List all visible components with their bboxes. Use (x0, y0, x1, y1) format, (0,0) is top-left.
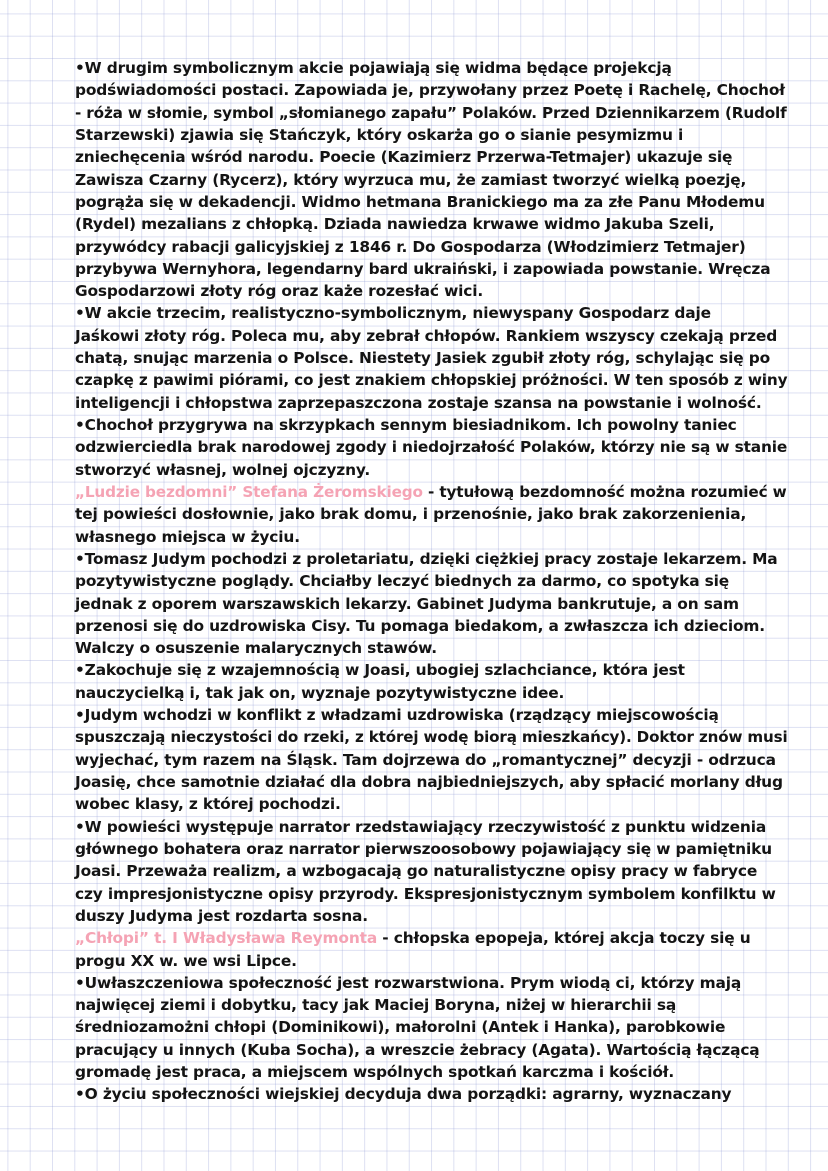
text-line: stworzyć własnej, wolnej ojczyzny. (75, 460, 371, 479)
text-line: czapkę z pawimi piórami, co jest znakiem chłopskiej próżności. W ten sposób z winy (75, 371, 788, 390)
text-line: •Zakochuje się z wzajemnością w Joasi, ubogiej szlachciance, która jest (75, 661, 685, 680)
text-line: zniechęcenia wśród narodu. Poecie (Kazimierz Przerwa-Tetmajer) ukazuje się (75, 148, 733, 167)
text-line: średniozamożni chłopi (Dominikowi), małorolni (Antek i Hanka), parobkowie (75, 1018, 726, 1037)
heading-line (75, 927, 787, 949)
text-line: pogrąża się w dekadencji. Widmo hetmana Branickiego ma za złe Panu Młodemu (75, 192, 765, 211)
text-line: wobec klasy, z której pochodzi. (75, 795, 341, 814)
text-line: chatą, snując marzenia o Polsce. Niestety Jasiek zgubił złoty róg, schylając się po (75, 349, 771, 368)
book-title-heading: „Ludzie bezdomni” Stefana Żeromskiego (75, 482, 423, 501)
text-line: gromadę jest praca, a miejscem wspólnych spotkań karczma i kościół. (75, 1063, 675, 1082)
text-line: przybywa Wernyhora, legendarny bard ukraiński, i zapowiada powstanie. Wręcza (75, 259, 771, 278)
text-line: spuszczają nieczystości do rzeki, z której wodę biorą mieszkańcy). Doktor znów musi (75, 728, 788, 747)
text-line: najwięcej ziemi i dobytku, tacy jak Maciej Boryna, niżej w hierarchii są (75, 996, 677, 1015)
text-line: podświadomości postaci. Zapowiada je, przywołany przez Poetę i Rachelę, Chochoł (75, 81, 785, 100)
text-line: •Uwłaszczeniowa społeczność jest rozwarstwiona. Prym wiodą ci, którzy mają (75, 973, 742, 992)
text-line: inteligencji i chłopstwa zaprzepaszczona zostaje szansa na powstanie i wolność. (75, 393, 762, 412)
text-line: pozytywistyczne poglądy. Chciałby leczyć biednych za darmo, co spotyka się (75, 572, 730, 591)
text-line: •W akcie trzecim, realistyczno-symbolicznym, niewyspany Gospodarz daje (75, 304, 711, 323)
text-line: (Rydel) mezalians z chłopką. Dziada nawiedza krwawe widmo Jakuba Szeli, (75, 215, 715, 234)
text-line: odzwierciedla brak narodowej zgody i niedojrzałość Polaków, którzy nie są w stanie (75, 438, 788, 457)
text-line: •Tomasz Judym pochodzi z proletariatu, dzięki ciężkiej pracy zostaje lekarzem. Ma (75, 549, 778, 568)
text-line: głównego bohatera oraz narrator pierwszoosobowy pojawiający się w pamiętniku (75, 839, 772, 858)
text-line: Walczy o osuszenie malarycznych stawów. (75, 639, 437, 658)
text-line: własnego miejsca w życiu. (75, 527, 300, 546)
text-line: tej powieści dosłownie, jako brak domu, i przenośnie, jako brak zakorzenienia, (75, 505, 747, 524)
text-line: •W powieści występuje narrator rzedstawiający rzeczywistość z punktu widzenia (75, 817, 767, 836)
text-line: Joasi. Przeważa realizm, a wzbogacają go naturalistyczne opisy pracy w fabryce (75, 862, 758, 881)
text-line: przywódcy rabacji galicyjskiej z 1846 r. Do Gospodarza (Włodzimierz Tetmajer) (75, 237, 746, 256)
text-line: Gospodarzowi złoty róg oraz każe rozesłać wici. (75, 282, 484, 301)
heading-rest: - chłopska epopeja, której akcja toczy się u (377, 929, 751, 948)
text-line: progu XX w. we wsi Lipce. (75, 951, 297, 970)
text-line: Zawisza Czarny (Rycerz), który wyrzuca mu, że zamiast tworzyć wielką poezję, (75, 170, 747, 189)
text-line: •Judym wchodzi w konflikt z władzami uzdrowiska (rządzący miejscowością (75, 706, 719, 725)
text-line: pracujący u innych (Kuba Socha), a wreszcie żebracy (Agata). Wartością łączącą (75, 1040, 760, 1059)
text-line: Starzewski) zjawia się Stańczyk, który oskarża go o sianie pesymizmu i (75, 125, 684, 144)
text-line: przenosi się do uzdrowiska Cisy. Tu pomaga biedakom, a zwłaszcza ich dzieciom. (75, 616, 765, 635)
text-line: •O życiu społeczności wiejskiej decyduja dwa porządki: agrarny, wyznaczany (75, 1085, 732, 1104)
text-line: nauczycielką i, tak jak on, wyznaje pozytywistyczne idee. (75, 683, 565, 702)
text-line: - róża w słomie, symbol „słomianego zapału” Polaków. Przed Dziennikarzem (Rudolf (75, 103, 787, 122)
text-line: jednak z oporem warszawskich lekarzy. Gabinet Judyma bankrutuje, a on sam (75, 594, 739, 613)
text-line: duszy Judyma jest rozdarta sosna. (75, 906, 368, 925)
heading-line (75, 481, 787, 503)
text-line: Jaśkowi złoty róg. Poleca mu, aby zebrał chłopów. Rankiem wszyscy czekają przed (75, 326, 778, 345)
text-line: •W drugim symbolicznym akcie pojawiają się widma będące projekcją (75, 59, 672, 77)
text-line: •Chochoł przygrywa na skrzypkach sennym biesiadnikom. Ich powolny taniec (75, 416, 737, 434)
text-line: wyjechać, tym razem na Śląsk. Tam dojrzewa do „romantycznej” decyzji - odrzuca (75, 750, 776, 769)
book-title-heading: „Chłopi” t. I Władysława Reymonta (75, 929, 378, 948)
text-line: czy impresjonistyczne opisy przyrody. Ekspresjonistycznym symbolem konfilktu w (75, 884, 776, 903)
heading-rest: - tytułową bezdomność można rozumieć w (422, 482, 787, 501)
text-line: Joasię, chce samotnie działać dla dobra najbiedniejszych, aby spłacić morlany dług (75, 773, 783, 791)
notes-text (75, 57, 787, 1106)
